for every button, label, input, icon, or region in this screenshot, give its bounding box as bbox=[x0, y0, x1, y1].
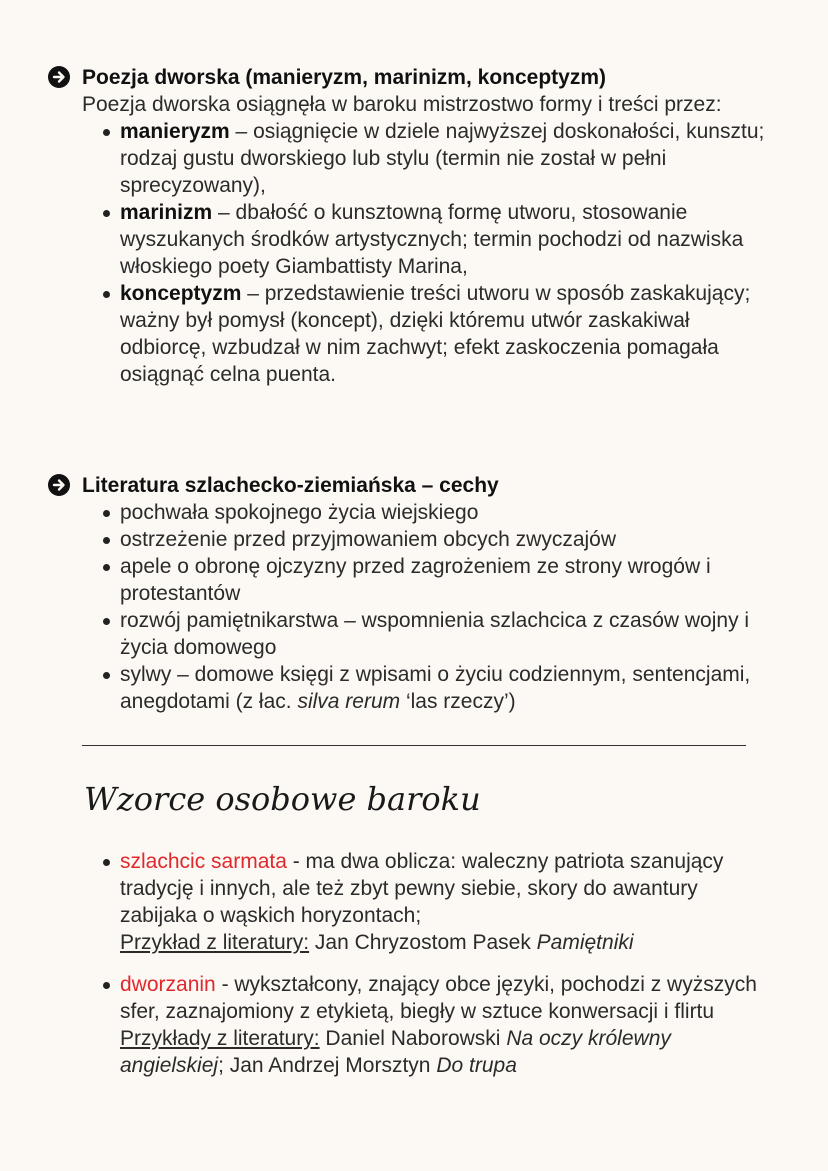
example-work: Na oczy królewny angielskiej bbox=[120, 1027, 671, 1077]
section-intro: Poezja dworska osiągnęła w baroku mistrzostwo formy i treści przez: bbox=[82, 93, 722, 116]
persona-description: - ma dwa oblicza: waleczny patriota szanujący tradycję i innych, ale też zbyt pewny siebie, skory do awantury zabijaka o wąskich horyzontach; bbox=[120, 850, 724, 927]
list-item: dworzanin - wykształcony, znający obce języki, pochodzi z wyższych sfer, zaznajomiony z etykietą, biegły w sztuce konwersacji i flirtu Przykłady z literatury: Daniel Naborowski Na oczy królewny angielskiej; Jan Andrzej Morsztyn Do trupa bbox=[48, 971, 768, 1079]
handwritten-title-text: Wzorce osobowe baroku bbox=[84, 780, 481, 818]
section-heading bbox=[48, 472, 768, 499]
section-wzorce-osobowe bbox=[48, 848, 768, 1094]
term-list bbox=[48, 118, 768, 388]
list-item: szlachcic sarmata - ma dwa oblicza: waleczny patriota szanujący tradycję i innych, ale też zbyt pewny siebie, skory do awantury zabijaka o wąskich horyzontach; Przykład z literatury: Jan Chryzostom Pasek Pamiętniki bbox=[48, 848, 768, 956]
definition: – osiągnięcie w dziele najwyższej doskonałości, kunsztu; rodzaj gustu dworskiego lub stylu (termin nie został w pełni sprecyzowany), bbox=[120, 120, 765, 197]
section-heading bbox=[48, 64, 768, 91]
persona-description: - wykształcony, znający obce języki, pochodzi z wyższych sfer, zaznajomiony z etykietą, biegły w sztuce konwersacji i flirtu bbox=[120, 973, 757, 1023]
list-item bbox=[48, 280, 768, 388]
list-item: sylwy – domowe księgi z wpisami o życiu codziennym, sentencjami, anegdotami (z łac. silva rerum ‘las rzeczy’) bbox=[48, 661, 768, 715]
persona-list bbox=[48, 848, 768, 1079]
term: manieryzm bbox=[120, 120, 230, 143]
arrow-right-circle-icon bbox=[48, 66, 70, 88]
list-item: pochwała spokojnego życia wiejskiego bbox=[48, 499, 768, 526]
arrow-right-circle-icon bbox=[48, 474, 70, 496]
persona-term: szlachcic sarmata bbox=[120, 850, 287, 873]
example-label: Przykłady z literatury: bbox=[120, 1027, 320, 1050]
section-title: Poezja dworska (manieryzm, marinizm, konceptyzm) bbox=[82, 66, 606, 89]
persona-term: dworzanin bbox=[120, 973, 216, 996]
section-title: Literatura szlachecko-ziemiańska – cechy bbox=[82, 474, 499, 497]
handwritten-title bbox=[82, 772, 502, 828]
definition: – przedstawienie treści utworu w sposób zaskakujący; ważny był pomysł (koncept), dzięki któremu utwór zaskakiwał odbiorcę, wzbudzał w nim zachwyt; efekt zaskoczenia pomagała osiągnąć celna puenta. bbox=[120, 282, 751, 386]
list-item: rozwój pamiętnikarstwa – wspomnienia szlachcica z czasów wojny i życia domowego bbox=[48, 607, 768, 661]
section-poezja-dworska bbox=[48, 64, 768, 388]
definition: – dbałość o kunsztowną formę utworu, stosowanie wyszukanych środków artystycznych; termin pochodzi od nazwiska włoskiego poety Giambattisty Marina, bbox=[120, 201, 744, 278]
term: konceptyzm bbox=[120, 282, 242, 305]
list-item: apele o obronę ojczyzny przed zagrożeniem ze strony wrogów i protestantów bbox=[48, 553, 768, 607]
example-work: Pamiętniki bbox=[536, 931, 634, 954]
list-item bbox=[48, 199, 768, 280]
list-item: ostrzeżenie przed przyjmowaniem obcych zwyczajów bbox=[48, 526, 768, 553]
example-work: Do trupa bbox=[436, 1054, 517, 1077]
divider bbox=[82, 745, 746, 746]
list-item bbox=[48, 118, 768, 199]
section-literatura-szlachecka bbox=[48, 472, 768, 715]
example-label: Przykład z literatury: bbox=[120, 931, 310, 954]
term: marinizm bbox=[120, 201, 213, 224]
feature-list bbox=[48, 499, 768, 715]
